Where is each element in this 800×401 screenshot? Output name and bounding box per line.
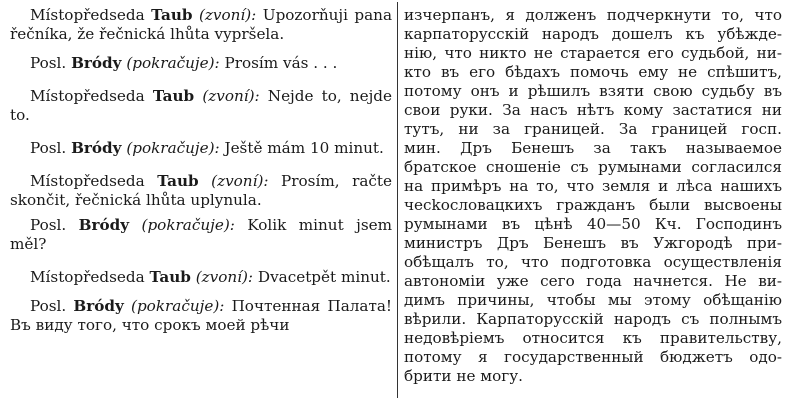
speaker-role: Posl. <box>30 216 67 234</box>
speaker-role: Místopředseda <box>30 87 145 105</box>
speech-text: Prosím vás . . . <box>224 54 338 72</box>
speaker-role: Místopředseda <box>30 6 145 24</box>
speaker-role: Posl. <box>30 297 67 315</box>
paragraph-7 <box>10 268 392 287</box>
speech-text: Prosím, račte skončit, řečnická lhůta uplynula. <box>10 172 393 209</box>
text-line: изчерпанъ, я долженъ подчеркнути то, что <box>404 6 782 24</box>
text-line: нію, что никто не старается его судьбой, ни- <box>404 44 782 62</box>
speaker-name: Taub <box>151 6 193 24</box>
speech-text: Dvacetpět minut. <box>257 268 391 286</box>
paragraph-1 <box>10 6 392 44</box>
stage-note: (zvoní): <box>195 268 254 286</box>
text-line: брити не могу. <box>404 367 523 385</box>
text-line: кто въ его бѣдахъ помочь ему не спѣшитъ, <box>404 63 782 81</box>
speaker-name: Taub <box>149 268 191 286</box>
speaker-name: Bródy <box>78 216 130 234</box>
stage-note: (pokračuje): <box>131 297 225 315</box>
speech-text: Nejde to, nejde to. <box>10 87 392 124</box>
speaker-name: Bródy <box>71 139 122 157</box>
stage-note: (zvoní): <box>211 172 269 190</box>
stage-note: (pokračuje): <box>126 139 220 157</box>
stage-note: (zvoní): <box>198 6 257 24</box>
text-line: вѣрили. Карпаторусскій народъ съ полнымъ <box>404 310 782 328</box>
stage-note: (pokračuje): <box>126 54 220 72</box>
text-line: на примѣръ на то, что земля и лѣса нашихъ <box>404 177 782 195</box>
paragraph-5 <box>10 172 392 210</box>
paragraph-2 <box>10 54 392 73</box>
text-line: румынами въ цѣнѣ 40—50 Кч. Господинъ <box>404 215 782 233</box>
speaker-name: Taub <box>157 172 199 190</box>
stage-note: (pokračuje): <box>141 216 235 234</box>
text-line: братское сношеніе съ румынами согласился <box>404 158 782 176</box>
speech-text: Ještě mám 10 minut. <box>224 139 384 157</box>
text-line: потому я государственный бюджетъ одо- <box>404 348 782 366</box>
text-line: свои руки. За насъ нѣтъ кому застатися ни <box>404 101 782 119</box>
text-line: тутъ, ни за границей. За границей госп. <box>404 120 782 138</box>
speaker-role: Posl. <box>30 54 67 72</box>
text-line: мин. Дръ Бенешъ за такъ называемое <box>404 139 782 157</box>
speech-text: Kolik minut jsem měl? <box>10 216 392 253</box>
text-line: министръ Дръ Бенешъ въ Ужгородѣ при- <box>404 234 782 252</box>
speech-text: Почтенная Палата! Въ виду того, что срокъ моей рѣчи <box>10 297 393 334</box>
paragraph-3 <box>10 87 392 125</box>
paragraph-6 <box>10 216 392 254</box>
speaker-name: Bródy <box>73 297 124 315</box>
column-divider <box>397 2 398 398</box>
text-line: автономіи уже сего года начнется. Не ви- <box>404 272 782 290</box>
text-line: недовѣріемъ относится къ правительству, <box>404 329 782 347</box>
speaker-role: Místopředseda <box>30 268 145 286</box>
stage-note: (zvoní): <box>202 87 260 105</box>
speaker-name: Bródy <box>71 54 122 72</box>
left-column <box>10 6 392 335</box>
text-line: карпаторусскій народъ дошелъ къ убѣжде- <box>404 25 782 43</box>
right-column <box>404 6 782 386</box>
speaker-name: Taub <box>152 87 195 105</box>
text-line: потому онъ и рѣшилъ взяти свою судьбу въ <box>404 82 782 100</box>
speaker-role: Posl. <box>30 139 67 157</box>
text-line: чесkословацкихъ гражданъ были высвоены <box>404 196 782 214</box>
speech-text: Upozorňuji pana řečníka, že řečnická lhůta vypršela. <box>10 6 393 43</box>
speaker-role: Místopředseda <box>30 172 145 190</box>
paragraph-8 <box>10 297 392 335</box>
paragraph-4 <box>10 139 392 158</box>
text-line: обѣщалъ то, что подготовка осуществленія <box>404 253 782 271</box>
text-line: димъ причины, чтобы мы этому обѣщанію <box>404 291 782 309</box>
